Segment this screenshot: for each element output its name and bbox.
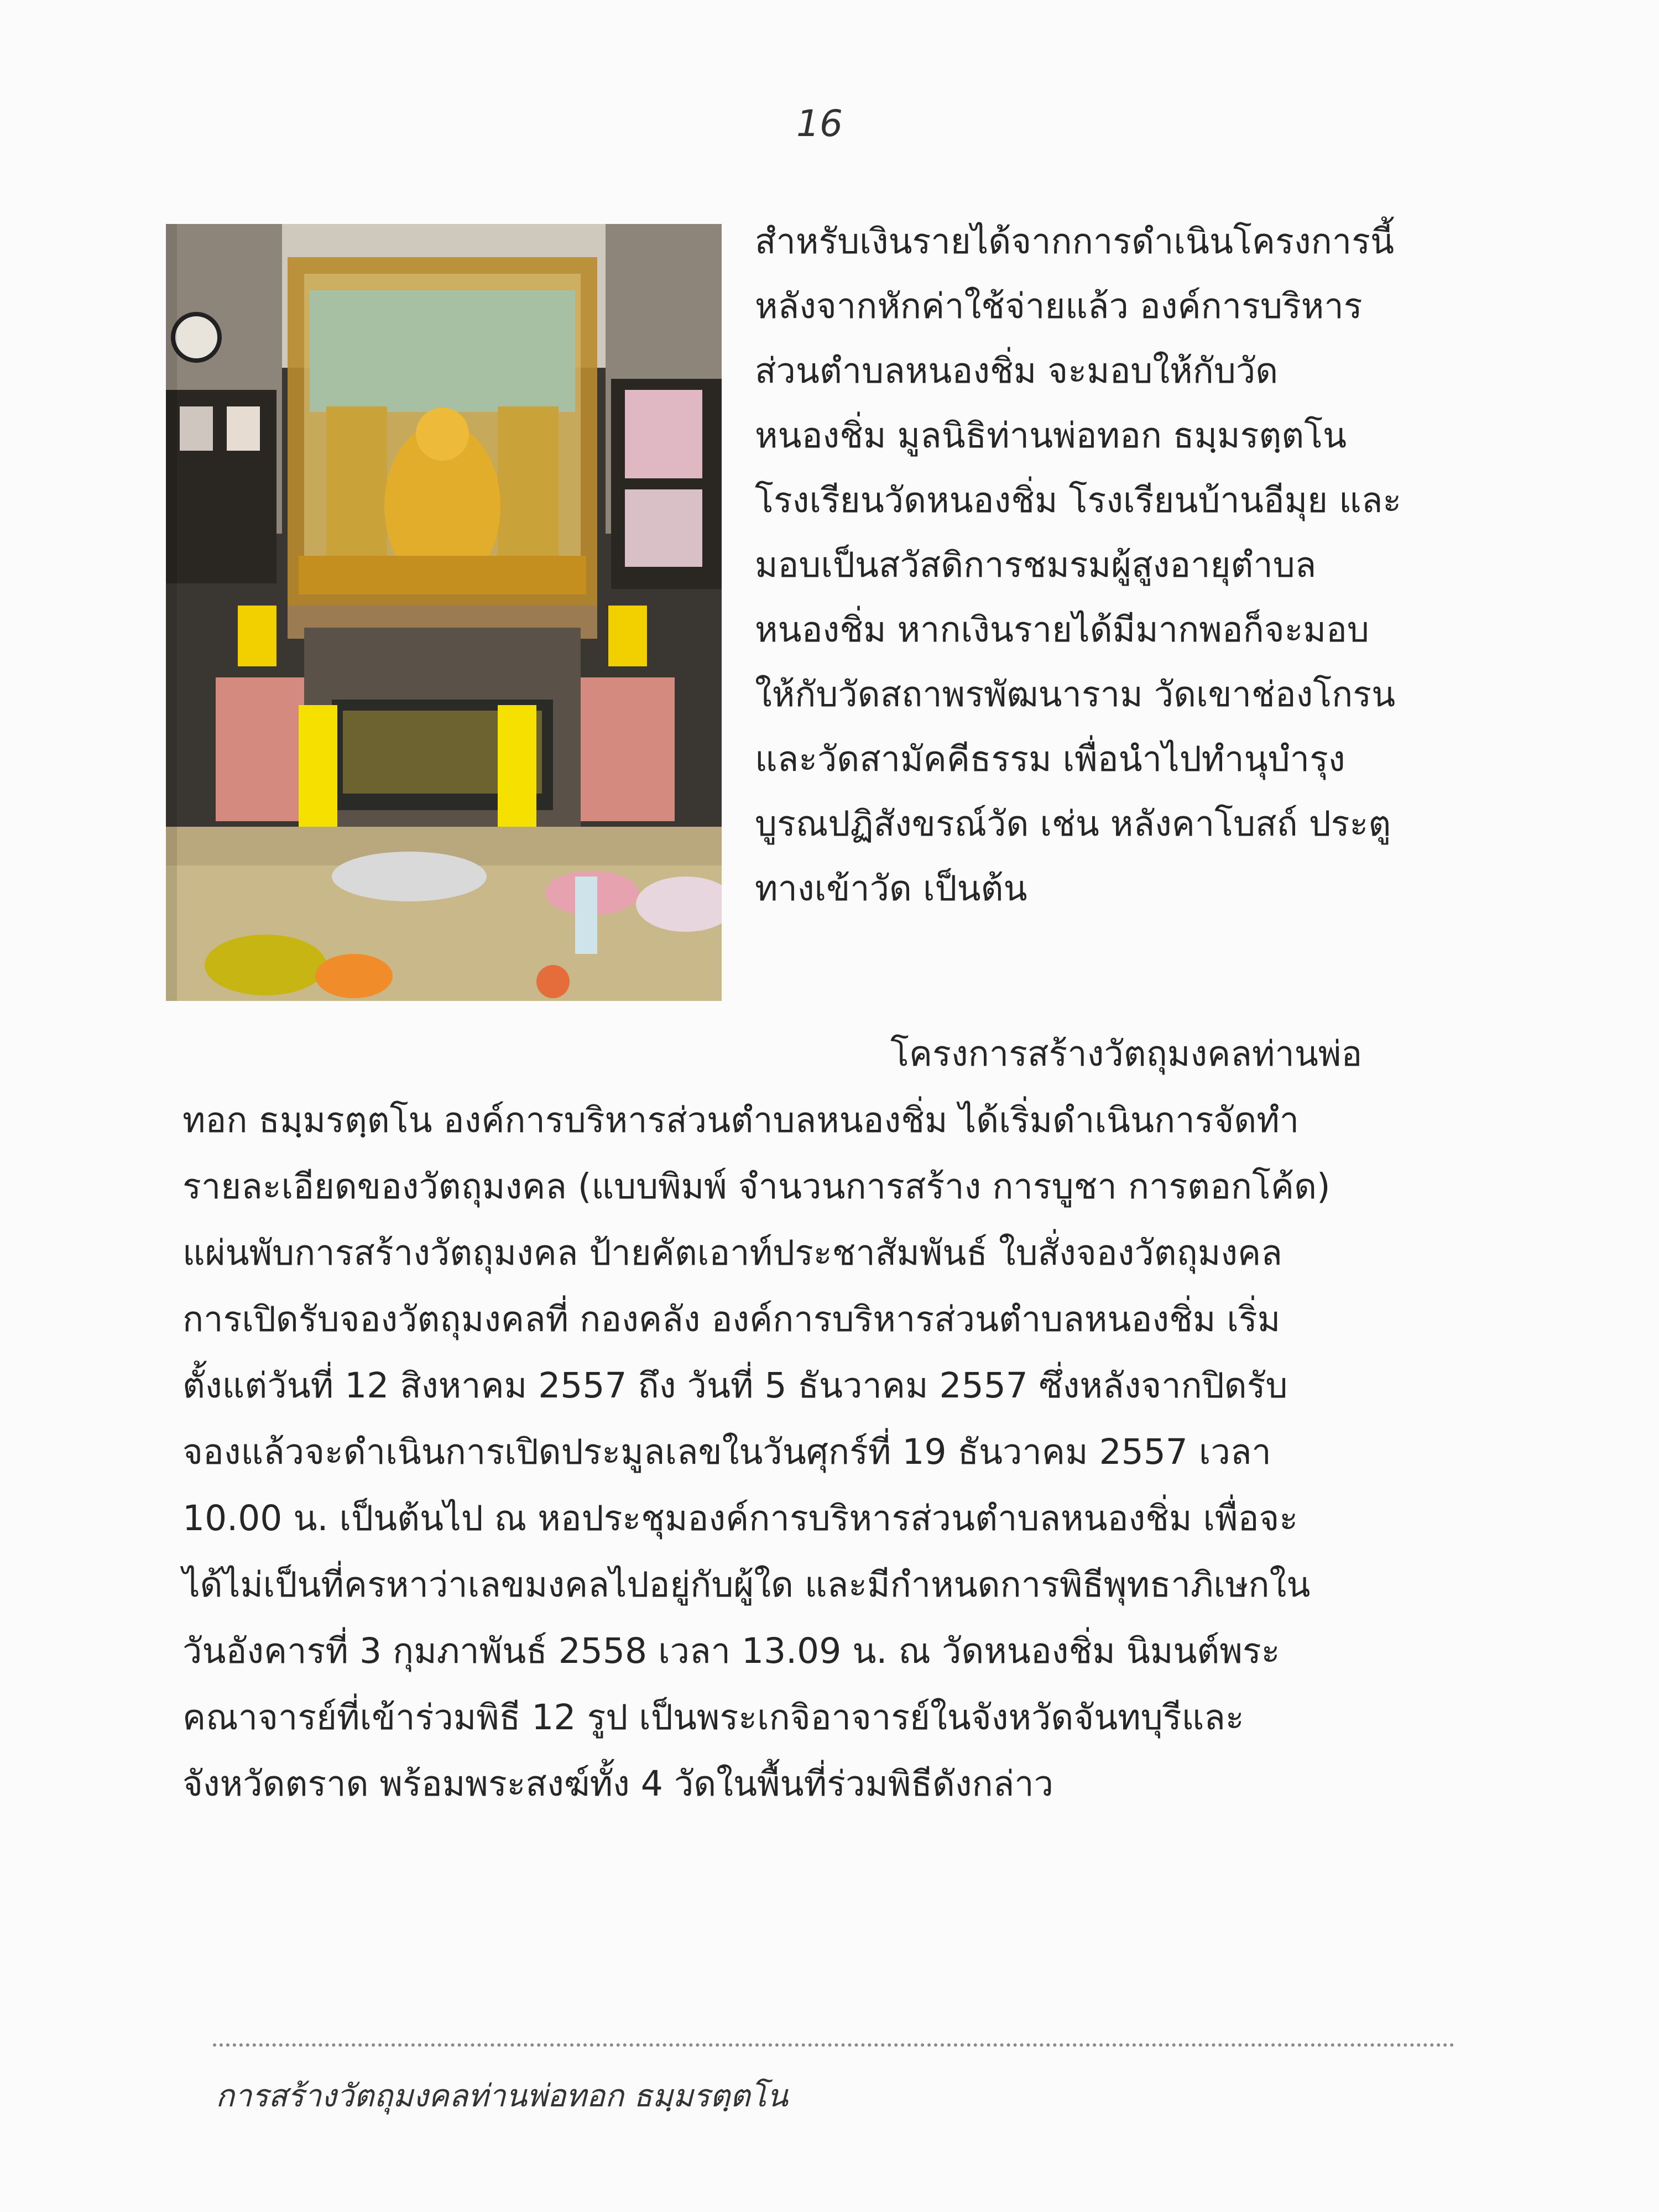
- text-line: หลังจากหักค่าใช้จ่ายแล้ว องค์การบริหาร: [755, 286, 1363, 326]
- footer-divider: [213, 2043, 1454, 2047]
- text-line: บูรณปฏิสังขรณ์วัด เช่น หลังคาโบสถ์ ประตู: [755, 804, 1391, 844]
- text-line: แผ่นพับการสร้างวัตถุมงคล ป้ายคัตเอาท์ประชาสัมพันธ์ ใบสั่งจองวัตถุมงคล: [182, 1233, 1282, 1273]
- text-line: สำหรับเงินรายได้จากการดำเนินโครงการนี้: [755, 221, 1395, 262]
- footer-caption: การสร้างวัตถุมงคลท่านพ่อทอก ธมฺมรตฺตโน: [216, 2078, 788, 2114]
- main-paragraph: [182, 1021, 1493, 1817]
- text-line: มอบเป็นสวัสดิการชมรมผู้สูงอายุตำบล: [755, 545, 1317, 585]
- text-line: ได้ไม่เป็นที่ครหาว่าเลขมงคลไปอยู่กับผู้ใด และมีกำหนดการพิธีพุทธาภิเษกใน: [182, 1564, 1311, 1605]
- text-line: หนองชิ่ม มูลนิธิท่านพ่อทอก ธมฺมรตฺตโน: [755, 415, 1347, 456]
- text-line: 10.00 น. เป็นต้นไป ณ หอประชุมองค์การบริหารส่วนตำบลหนองชิ่ม เพื่อจะ: [182, 1498, 1298, 1538]
- text-line: ให้กับวัดสถาพรพัฒนาราม วัดเขาช่องโกรน: [755, 674, 1396, 714]
- text-line: ส่วนตำบลหนองชิ่ม จะมอบให้กับวัด: [755, 351, 1279, 391]
- top-paragraph: [755, 209, 1490, 921]
- text-line: คณาจารย์ที่เข้าร่วมพิธี 12 รูป เป็นพระเกจิอาจารย์ในจังหวัดจันทบุรีและ: [182, 1697, 1244, 1738]
- text-line: วันอังคารที่ 3 กุมภาพันธ์ 2558 เวลา 13.09 น. ณ วัดหนองชิ่ม นิมนต์พระ: [182, 1631, 1280, 1671]
- text-line: จังหวัดตราด พร้อมพระสงฆ์ทั้ง 4 วัดในพื้นที่ร่วมพิธีดังกล่าว: [182, 1764, 1054, 1804]
- text-line: โรงเรียนวัดหนองชิ่ม โรงเรียนบ้านอีมุย และ: [755, 480, 1402, 520]
- text-line: จองแล้วจะดำเนินการเปิดประมูลเลขในวันศุกร์ที่ 19 ธันวาคม 2557 เวลา: [182, 1432, 1271, 1472]
- text-line: หนองชิ่ม หากเงินรายได้มีมากพอก็จะมอบ: [755, 609, 1369, 650]
- text-line: และวัดสามัคคีธรรม เพื่อนำไปทำนุบำรุง: [755, 739, 1345, 779]
- text-line: ตั้งแต่วันที่ 12 สิงหาคม 2557 ถึง วันที่ 5 ธันวาคม 2557 ซึ่งหลังจากปิดรับ: [182, 1365, 1288, 1406]
- text-line: ทอก ธมฺมรตฺตโน องค์การบริหารส่วนตำบลหนองชิ่ม ได้เริ่มดำเนินการจัดทำ: [182, 1100, 1300, 1140]
- text-line: ทางเข้าวัด เป็นต้น: [755, 868, 1027, 909]
- page-number: 16: [796, 102, 843, 145]
- text-line: โครงการสร้างวัตถุมงคลท่านพ่อ: [890, 1034, 1363, 1074]
- text-line: รายละเอียดของวัตถุมงคล (แบบพิมพ์ จำนวนการสร้าง การบูชา การตอกโค้ด): [182, 1166, 1331, 1207]
- text-line: การเปิดรับจองวัตถุมงคลที่ กองคลัง องค์การบริหารส่วนตำบลหนองชิ่ม เริ่ม: [182, 1299, 1281, 1339]
- shrine-photo: [166, 224, 722, 1001]
